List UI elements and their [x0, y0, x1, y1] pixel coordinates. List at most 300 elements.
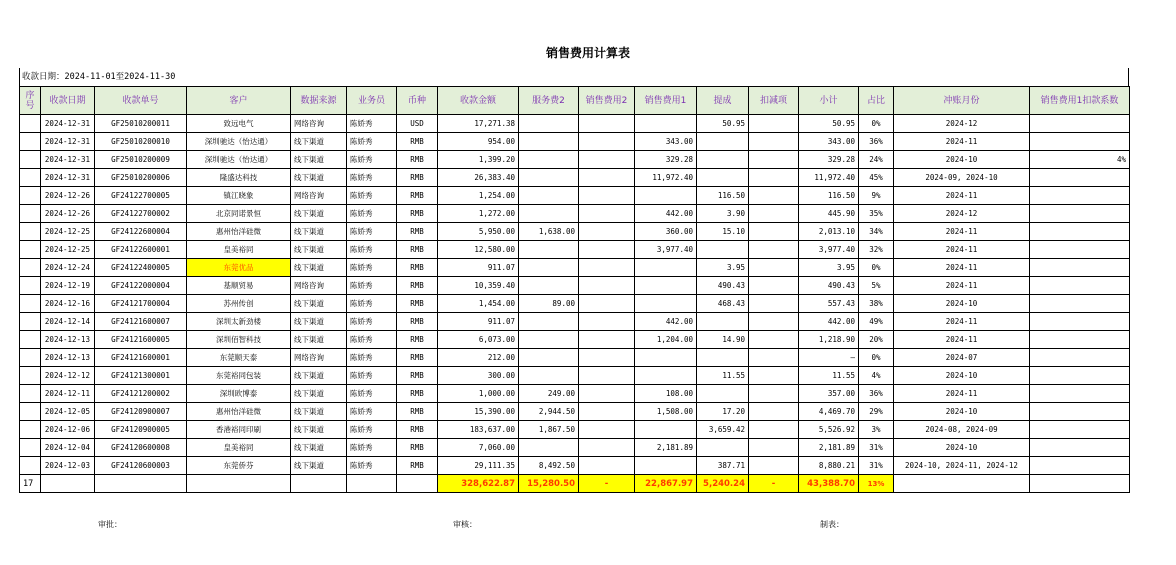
cell-deduct[interactable]	[749, 187, 799, 205]
cell-no[interactable]: GF24122400005	[95, 259, 187, 277]
cell-ratio[interactable]: 3%	[859, 421, 894, 439]
cell-fee2[interactable]	[519, 259, 579, 277]
cell-coef[interactable]	[1030, 277, 1130, 295]
cell-no[interactable]: GF24122700005	[95, 187, 187, 205]
cell-currency[interactable]: RMB	[397, 169, 438, 187]
cell-seq[interactable]	[20, 331, 41, 349]
cell-currency[interactable]: RMB	[397, 421, 438, 439]
cell-sale1[interactable]	[635, 277, 697, 295]
cell-date[interactable]: 2024-12-31	[41, 169, 95, 187]
cell-coef[interactable]	[1030, 367, 1130, 385]
cell-deduct[interactable]	[749, 133, 799, 151]
cell-month[interactable]: 2024-09, 2024-10	[894, 169, 1030, 187]
cell-sale1[interactable]	[635, 421, 697, 439]
cell-currency[interactable]: USD	[397, 115, 438, 133]
cell-amount[interactable]: 1,454.00	[438, 295, 519, 313]
cell-sales[interactable]: 陈娇秀	[347, 331, 397, 349]
cell-customer[interactable]: 香港裕同印刷	[187, 421, 291, 439]
cell-coef[interactable]	[1030, 439, 1130, 457]
cell-sales[interactable]: 陈娇秀	[347, 385, 397, 403]
cell-month[interactable]: 2024-11	[894, 241, 1030, 259]
cell-customer[interactable]: 东莞侨芬	[187, 457, 291, 475]
cell-commission[interactable]	[697, 133, 749, 151]
cell-month[interactable]: 2024-11	[894, 187, 1030, 205]
cell-sale2[interactable]	[579, 169, 635, 187]
column-header[interactable]: 服务费2	[519, 87, 579, 115]
cell-ratio[interactable]: 9%	[859, 187, 894, 205]
total-sale2[interactable]: -	[579, 475, 635, 493]
cell-subtotal[interactable]: 11.55	[799, 367, 859, 385]
cell-sales[interactable]: 陈娇秀	[347, 439, 397, 457]
cell-sale1[interactable]	[635, 349, 697, 367]
cell-currency[interactable]: RMB	[397, 349, 438, 367]
cell-deduct[interactable]	[749, 385, 799, 403]
cell-deduct[interactable]	[749, 349, 799, 367]
cell-month[interactable]: 2024-11	[894, 133, 1030, 151]
cell-sale2[interactable]	[579, 331, 635, 349]
cell-coef[interactable]	[1030, 349, 1130, 367]
cell-sale1[interactable]: 108.00	[635, 385, 697, 403]
cell-amount[interactable]: 29,111.35	[438, 457, 519, 475]
cell-subtotal[interactable]: 2,181.89	[799, 439, 859, 457]
cell-sales[interactable]: 陈娇秀	[347, 205, 397, 223]
cell-seq[interactable]	[20, 223, 41, 241]
cell-subtotal[interactable]: 3,977.40	[799, 241, 859, 259]
cell-source[interactable]: 线下渠道	[291, 385, 347, 403]
cell-source[interactable]: 线下渠道	[291, 259, 347, 277]
cell-amount[interactable]: 5,950.00	[438, 223, 519, 241]
cell-amount[interactable]: 15,390.00	[438, 403, 519, 421]
column-header[interactable]: 销售费用1扣款系数	[1030, 87, 1130, 115]
cell-fee2[interactable]	[519, 169, 579, 187]
cell-subtotal[interactable]: 490.43	[799, 277, 859, 295]
cell-sale2[interactable]	[579, 295, 635, 313]
cell-source[interactable]: 线下渠道	[291, 169, 347, 187]
cell-commission[interactable]: 387.71	[697, 457, 749, 475]
cell-sales[interactable]: 陈娇秀	[347, 403, 397, 421]
total-subtotal[interactable]: 43,388.70	[799, 475, 859, 493]
cell-fee2[interactable]	[519, 349, 579, 367]
column-header[interactable]: 数据来源	[291, 87, 347, 115]
cell-no[interactable]: GF24121600001	[95, 349, 187, 367]
cell-sale1[interactable]	[635, 367, 697, 385]
cell-date[interactable]: 2024-12-03	[41, 457, 95, 475]
cell-fee2[interactable]	[519, 115, 579, 133]
cell-seq[interactable]	[20, 439, 41, 457]
cell-sales[interactable]: 陈娇秀	[347, 457, 397, 475]
cell-currency[interactable]: RMB	[397, 151, 438, 169]
cell-customer[interactable]: 深圳太新劲楼	[187, 313, 291, 331]
cell-source[interactable]: 网络咨询	[291, 349, 347, 367]
cell-subtotal[interactable]: 2,013.10	[799, 223, 859, 241]
cell-coef[interactable]	[1030, 187, 1130, 205]
cell-sale2[interactable]	[579, 385, 635, 403]
cell-deduct[interactable]	[749, 115, 799, 133]
cell-seq[interactable]	[20, 349, 41, 367]
column-header[interactable]: 小计	[799, 87, 859, 115]
cell-date[interactable]: 2024-12-26	[41, 205, 95, 223]
column-header[interactable]: 占比	[859, 87, 894, 115]
cell-amount[interactable]: 183,637.00	[438, 421, 519, 439]
cell-sale2[interactable]	[579, 349, 635, 367]
cell-date[interactable]: 2024-12-26	[41, 187, 95, 205]
cell-seq[interactable]	[20, 295, 41, 313]
cell-amount[interactable]: 7,060.00	[438, 439, 519, 457]
cell-fee2[interactable]	[519, 133, 579, 151]
cell-commission[interactable]: 3.90	[697, 205, 749, 223]
cell-fee2[interactable]: 2,944.50	[519, 403, 579, 421]
cell-fee2[interactable]	[519, 439, 579, 457]
cell-commission[interactable]: 17.20	[697, 403, 749, 421]
cell-currency[interactable]: RMB	[397, 295, 438, 313]
cell-seq[interactable]	[20, 277, 41, 295]
column-header[interactable]: 币种	[397, 87, 438, 115]
cell-fee2[interactable]	[519, 313, 579, 331]
cell-currency[interactable]: RMB	[397, 331, 438, 349]
cell-date[interactable]: 2024-12-05	[41, 403, 95, 421]
cell-deduct[interactable]	[749, 367, 799, 385]
cell-customer[interactable]: 深圳驰达（怡达通）	[187, 133, 291, 151]
cell-coef[interactable]	[1030, 169, 1130, 187]
column-header[interactable]: 冲账月份	[894, 87, 1030, 115]
cell-sale1[interactable]: 3,977.40	[635, 241, 697, 259]
column-header[interactable]: 提成	[697, 87, 749, 115]
cell-commission[interactable]	[697, 169, 749, 187]
cell-sale1[interactable]	[635, 295, 697, 313]
cell-amount[interactable]: 1,399.20	[438, 151, 519, 169]
cell-customer[interactable]: 惠州怡洋硅微	[187, 223, 291, 241]
cell-fee2[interactable]: 89.00	[519, 295, 579, 313]
cell-sale2[interactable]	[579, 421, 635, 439]
column-header[interactable]: 收款单号	[95, 87, 187, 115]
cell-fee2[interactable]: 249.00	[519, 385, 579, 403]
cell-deduct[interactable]	[749, 223, 799, 241]
cell-commission[interactable]: 3.95	[697, 259, 749, 277]
cell-deduct[interactable]	[749, 205, 799, 223]
cell-no[interactable]: GF24120600003	[95, 457, 187, 475]
cell-customer[interactable]: 东莞裕同包装	[187, 367, 291, 385]
cell-no[interactable]: GF24121300001	[95, 367, 187, 385]
cell-subtotal[interactable]: 357.00	[799, 385, 859, 403]
cell-currency[interactable]: RMB	[397, 241, 438, 259]
cell-no[interactable]: GF24121600007	[95, 313, 187, 331]
cell-seq[interactable]	[20, 133, 41, 151]
cell-month[interactable]: 2024-12	[894, 115, 1030, 133]
cell-fee2[interactable]	[519, 241, 579, 259]
cell-currency[interactable]: RMB	[397, 439, 438, 457]
cell-no[interactable]: GF24120900005	[95, 421, 187, 439]
cell-no[interactable]: GF24121700004	[95, 295, 187, 313]
cell-amount[interactable]: 10,359.40	[438, 277, 519, 295]
total-cell-empty[interactable]	[397, 475, 438, 493]
cell-currency[interactable]: RMB	[397, 223, 438, 241]
cell-seq[interactable]	[20, 205, 41, 223]
cell-ratio[interactable]: 0%	[859, 115, 894, 133]
cell-sale2[interactable]	[579, 367, 635, 385]
total-cell-empty[interactable]	[291, 475, 347, 493]
cell-ratio[interactable]: 31%	[859, 439, 894, 457]
total-cell-empty[interactable]	[95, 475, 187, 493]
cell-sales[interactable]: 陈娇秀	[347, 367, 397, 385]
cell-fee2[interactable]	[519, 277, 579, 295]
cell-subtotal[interactable]: 8,880.21	[799, 457, 859, 475]
cell-commission[interactable]	[697, 313, 749, 331]
cell-sale1[interactable]: 2,181.89	[635, 439, 697, 457]
cell-source[interactable]: 网络咨询	[291, 115, 347, 133]
cell-coef[interactable]	[1030, 295, 1130, 313]
cell-sale2[interactable]	[579, 457, 635, 475]
column-header[interactable]: 序号	[20, 87, 41, 115]
cell-ratio[interactable]: 0%	[859, 259, 894, 277]
cell-sale1[interactable]: 343.00	[635, 133, 697, 151]
cell-fee2[interactable]	[519, 187, 579, 205]
cell-seq[interactable]	[20, 241, 41, 259]
cell-customer[interactable]: 镇江晓象	[187, 187, 291, 205]
cell-source[interactable]: 网络咨询	[291, 187, 347, 205]
cell-sale2[interactable]	[579, 115, 635, 133]
cell-subtotal[interactable]: 3.95	[799, 259, 859, 277]
cell-month[interactable]: 2024-11	[894, 277, 1030, 295]
cell-no[interactable]: GF25010200011	[95, 115, 187, 133]
column-header[interactable]: 销售费用1	[635, 87, 697, 115]
cell-customer[interactable]: 深圳欧博泰	[187, 385, 291, 403]
cell-seq[interactable]	[20, 367, 41, 385]
cell-month[interactable]: 2024-10	[894, 403, 1030, 421]
cell-source[interactable]: 线下渠道	[291, 331, 347, 349]
cell-currency[interactable]: RMB	[397, 367, 438, 385]
cell-sale2[interactable]	[579, 313, 635, 331]
cell-coef[interactable]	[1030, 133, 1130, 151]
cell-ratio[interactable]: 36%	[859, 133, 894, 151]
cell-ratio[interactable]: 45%	[859, 169, 894, 187]
cell-sales[interactable]: 陈娇秀	[347, 151, 397, 169]
cell-ratio[interactable]: 32%	[859, 241, 894, 259]
cell-commission[interactable]: 15.10	[697, 223, 749, 241]
cell-no[interactable]: GF24121600005	[95, 331, 187, 349]
cell-date[interactable]: 2024-12-19	[41, 277, 95, 295]
cell-sale1[interactable]	[635, 457, 697, 475]
cell-sale1[interactable]: 360.00	[635, 223, 697, 241]
cell-sale1[interactable]: 11,972.40	[635, 169, 697, 187]
cell-currency[interactable]: RMB	[397, 457, 438, 475]
cell-seq[interactable]	[20, 115, 41, 133]
cell-currency[interactable]: RMB	[397, 403, 438, 421]
cell-month[interactable]: 2024-12	[894, 205, 1030, 223]
cell-subtotal[interactable]: –	[799, 349, 859, 367]
cell-commission[interactable]	[697, 241, 749, 259]
cell-ratio[interactable]: 38%	[859, 295, 894, 313]
cell-date[interactable]: 2024-12-31	[41, 133, 95, 151]
cell-customer[interactable]: 致远电气	[187, 115, 291, 133]
total-fee2[interactable]: 15,280.50	[519, 475, 579, 493]
cell-sale1[interactable]: 1,508.00	[635, 403, 697, 421]
total-cell-empty[interactable]	[187, 475, 291, 493]
cell-sales[interactable]: 陈娇秀	[347, 277, 397, 295]
cell-seq[interactable]	[20, 169, 41, 187]
cell-seq[interactable]	[20, 313, 41, 331]
cell-subtotal[interactable]: 50.95	[799, 115, 859, 133]
cell-ratio[interactable]: 36%	[859, 385, 894, 403]
cell-no[interactable]: GF24122600004	[95, 223, 187, 241]
cell-sale2[interactable]	[579, 223, 635, 241]
cell-ratio[interactable]: 49%	[859, 313, 894, 331]
cell-source[interactable]: 网络咨询	[291, 277, 347, 295]
cell-sale2[interactable]	[579, 277, 635, 295]
cell-month[interactable]: 2024-08, 2024-09	[894, 421, 1030, 439]
cell-date[interactable]: 2024-12-13	[41, 331, 95, 349]
cell-month[interactable]: 2024-10	[894, 439, 1030, 457]
cell-source[interactable]: 线下渠道	[291, 151, 347, 169]
cell-coef[interactable]	[1030, 403, 1130, 421]
cell-subtotal[interactable]: 557.43	[799, 295, 859, 313]
cell-source[interactable]: 线下渠道	[291, 421, 347, 439]
cell-currency[interactable]: RMB	[397, 133, 438, 151]
column-header[interactable]: 业务员	[347, 87, 397, 115]
cell-commission[interactable]	[697, 385, 749, 403]
cell-fee2[interactable]: 1,638.00	[519, 223, 579, 241]
cell-customer[interactable]: 惠州怡洋硅微	[187, 403, 291, 421]
cell-commission[interactable]: 50.95	[697, 115, 749, 133]
cell-date[interactable]: 2024-12-25	[41, 223, 95, 241]
cell-commission[interactable]	[697, 349, 749, 367]
cell-subtotal[interactable]: 116.50	[799, 187, 859, 205]
cell-date[interactable]: 2024-12-11	[41, 385, 95, 403]
cell-fee2[interactable]: 1,867.50	[519, 421, 579, 439]
cell-source[interactable]: 线下渠道	[291, 133, 347, 151]
cell-currency[interactable]: RMB	[397, 187, 438, 205]
cell-date[interactable]: 2024-12-06	[41, 421, 95, 439]
cell-date[interactable]: 2024-12-24	[41, 259, 95, 277]
cell-currency[interactable]: RMB	[397, 385, 438, 403]
cell-fee2[interactable]	[519, 367, 579, 385]
cell-date[interactable]: 2024-12-31	[41, 115, 95, 133]
cell-source[interactable]: 线下渠道	[291, 241, 347, 259]
cell-month[interactable]: 2024-11	[894, 313, 1030, 331]
cell-customer[interactable]: 隆盛达科技	[187, 169, 291, 187]
cell-sale1[interactable]: 1,204.00	[635, 331, 697, 349]
cell-coef[interactable]: 4%	[1030, 151, 1130, 169]
cell-seq[interactable]	[20, 421, 41, 439]
cell-seq[interactable]	[20, 151, 41, 169]
cell-subtotal[interactable]: 442.00	[799, 313, 859, 331]
cell-sales[interactable]: 陈娇秀	[347, 421, 397, 439]
cell-amount[interactable]: 300.00	[438, 367, 519, 385]
total-sale1[interactable]: 22,867.97	[635, 475, 697, 493]
cell-sale2[interactable]	[579, 259, 635, 277]
cell-date[interactable]: 2024-12-16	[41, 295, 95, 313]
cell-deduct[interactable]	[749, 277, 799, 295]
cell-sale1[interactable]	[635, 187, 697, 205]
cell-sale2[interactable]	[579, 439, 635, 457]
cell-no[interactable]: GF24122700002	[95, 205, 187, 223]
cell-coef[interactable]	[1030, 223, 1130, 241]
cell-coef[interactable]	[1030, 313, 1130, 331]
cell-subtotal[interactable]: 343.00	[799, 133, 859, 151]
total-ratio[interactable]: 13%	[859, 475, 894, 493]
cell-subtotal[interactable]: 5,526.92	[799, 421, 859, 439]
cell-coef[interactable]	[1030, 205, 1130, 223]
cell-currency[interactable]: RMB	[397, 259, 438, 277]
cell-ratio[interactable]: 24%	[859, 151, 894, 169]
cell-no[interactable]: GF24120600008	[95, 439, 187, 457]
cell-sale1[interactable]: 329.28	[635, 151, 697, 169]
cell-amount[interactable]: 6,073.00	[438, 331, 519, 349]
cell-source[interactable]: 线下渠道	[291, 367, 347, 385]
cell-amount[interactable]: 911.07	[438, 259, 519, 277]
cell-subtotal[interactable]: 445.90	[799, 205, 859, 223]
cell-source[interactable]: 线下渠道	[291, 457, 347, 475]
cell-seq[interactable]	[20, 385, 41, 403]
cell-customer[interactable]: 基顺贸易	[187, 277, 291, 295]
cell-customer[interactable]: 深圳佰智科技	[187, 331, 291, 349]
cell-coef[interactable]	[1030, 115, 1130, 133]
cell-sale1[interactable]: 442.00	[635, 313, 697, 331]
cell-sales[interactable]: 陈娇秀	[347, 133, 397, 151]
cell-source[interactable]: 线下渠道	[291, 439, 347, 457]
cell-date[interactable]: 2024-12-14	[41, 313, 95, 331]
cell-source[interactable]: 线下渠道	[291, 313, 347, 331]
cell-amount[interactable]: 26,383.40	[438, 169, 519, 187]
cell-amount[interactable]: 212.00	[438, 349, 519, 367]
cell-commission[interactable]	[697, 151, 749, 169]
cell-customer[interactable]: 皇美裕同	[187, 241, 291, 259]
cell-customer[interactable]: 东莞优品	[187, 259, 291, 277]
cell-no[interactable]: GF25010200009	[95, 151, 187, 169]
cell-customer[interactable]: 深圳驰达（怡达通）	[187, 151, 291, 169]
cell-sale1[interactable]	[635, 259, 697, 277]
cell-sales[interactable]: 陈娇秀	[347, 169, 397, 187]
cell-coef[interactable]	[1030, 385, 1130, 403]
cell-ratio[interactable]: 20%	[859, 331, 894, 349]
cell-no[interactable]: GF25010200010	[95, 133, 187, 151]
cell-ratio[interactable]: 0%	[859, 349, 894, 367]
cell-customer[interactable]: 北京同诺景恒	[187, 205, 291, 223]
column-header[interactable]: 收款日期	[41, 87, 95, 115]
cell-month[interactable]: 2024-11	[894, 223, 1030, 241]
cell-source[interactable]: 线下渠道	[291, 205, 347, 223]
cell-month[interactable]: 2024-11	[894, 385, 1030, 403]
cell-seq[interactable]	[20, 259, 41, 277]
cell-coef[interactable]	[1030, 457, 1130, 475]
cell-coef[interactable]	[1030, 421, 1130, 439]
cell-month[interactable]: 2024-11	[894, 331, 1030, 349]
cell-amount[interactable]: 1,272.00	[438, 205, 519, 223]
cell-ratio[interactable]: 5%	[859, 277, 894, 295]
cell-subtotal[interactable]: 1,218.90	[799, 331, 859, 349]
cell-no[interactable]: GF24122600001	[95, 241, 187, 259]
cell-coef[interactable]	[1030, 331, 1130, 349]
cell-sale2[interactable]	[579, 205, 635, 223]
total-commission[interactable]: 5,240.24	[697, 475, 749, 493]
cell-currency[interactable]: RMB	[397, 277, 438, 295]
cell-sales[interactable]: 陈娇秀	[347, 349, 397, 367]
column-header[interactable]: 扣减项	[749, 87, 799, 115]
cell-subtotal[interactable]: 11,972.40	[799, 169, 859, 187]
cell-date[interactable]: 2024-12-12	[41, 367, 95, 385]
cell-deduct[interactable]	[749, 439, 799, 457]
cell-amount[interactable]: 911.07	[438, 313, 519, 331]
cell-sales[interactable]: 陈娇秀	[347, 295, 397, 313]
cell-customer[interactable]: 皇美裕同	[187, 439, 291, 457]
cell-ratio[interactable]: 34%	[859, 223, 894, 241]
cell-commission[interactable]: 116.50	[697, 187, 749, 205]
column-header[interactable]: 客户	[187, 87, 291, 115]
cell-amount[interactable]: 954.00	[438, 133, 519, 151]
cell-sales[interactable]: 陈娇秀	[347, 115, 397, 133]
cell-amount[interactable]: 1,254.00	[438, 187, 519, 205]
cell-currency[interactable]: RMB	[397, 313, 438, 331]
cell-commission[interactable]: 14.90	[697, 331, 749, 349]
